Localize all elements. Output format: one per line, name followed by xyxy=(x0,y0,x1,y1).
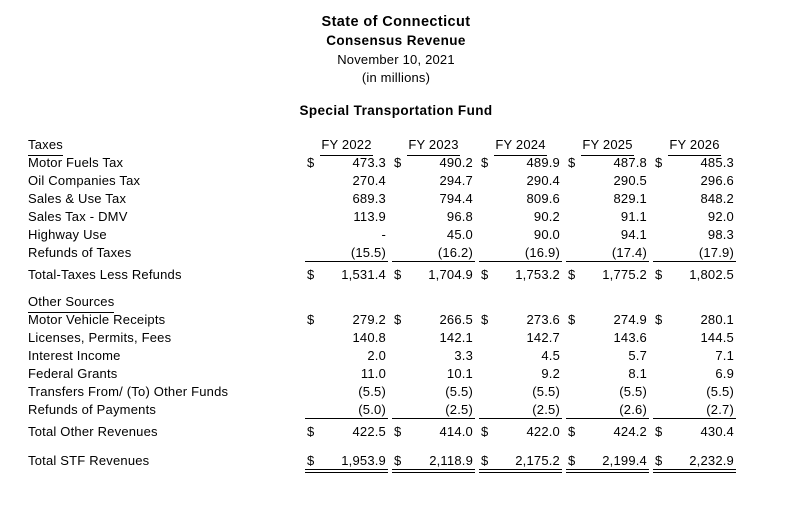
cell xyxy=(653,347,740,365)
cell-value: (5.5) xyxy=(619,384,647,399)
cell xyxy=(305,244,392,262)
column-header-fy2022: FY 2022 xyxy=(305,136,392,154)
cell-value: 414.0 xyxy=(439,424,473,439)
table-row xyxy=(28,172,740,190)
cell xyxy=(392,365,479,383)
cell xyxy=(653,383,740,401)
table-row xyxy=(28,401,740,419)
cell xyxy=(305,329,392,347)
cell xyxy=(479,154,566,172)
cell xyxy=(392,401,479,419)
cell-value: 140.8 xyxy=(352,330,386,345)
dollar-sign: $ xyxy=(394,424,402,439)
cell xyxy=(653,208,740,226)
cell xyxy=(392,311,479,329)
cell xyxy=(479,208,566,226)
cell-value: 430.4 xyxy=(700,424,734,439)
cell xyxy=(479,329,566,347)
cell-value: 273.6 xyxy=(526,312,560,327)
cell-value: 3.3 xyxy=(454,348,473,363)
cell xyxy=(392,226,479,244)
cell xyxy=(653,365,740,383)
row-label: Total Other Revenues xyxy=(28,424,158,439)
cell xyxy=(305,208,392,226)
cell xyxy=(305,452,392,470)
cell-value: 1,802.5 xyxy=(689,267,734,282)
table-row xyxy=(28,154,740,172)
cell-value: 5.7 xyxy=(628,348,647,363)
cell-value: (5.5) xyxy=(532,384,560,399)
dollar-sign: $ xyxy=(655,312,663,327)
cell-value: 2,232.9 xyxy=(689,453,734,468)
cell xyxy=(479,423,566,441)
row-label: Transfers From/ (To) Other Funds xyxy=(28,384,229,399)
cell-value: (15.5) xyxy=(350,245,386,260)
row-label: Interest Income xyxy=(28,348,121,363)
cell xyxy=(392,154,479,172)
cell xyxy=(566,347,653,365)
column-header-fy2024: FY 2024 xyxy=(479,136,566,154)
cell xyxy=(305,266,392,284)
cell-value: 4.5 xyxy=(541,348,560,363)
dollar-sign: $ xyxy=(394,453,402,468)
cell xyxy=(392,190,479,208)
cell-value: (2.7) xyxy=(706,402,734,417)
cell xyxy=(566,423,653,441)
column-header-fy2026: FY 2026 xyxy=(653,136,740,154)
cell xyxy=(392,383,479,401)
cell-value: (5.0) xyxy=(358,402,386,417)
dollar-sign: $ xyxy=(307,312,315,327)
table-row xyxy=(28,208,740,226)
cell-value: 266.5 xyxy=(439,312,473,327)
cell-value: 490.2 xyxy=(439,155,473,170)
cell-value: 1,531.4 xyxy=(341,267,386,282)
cell-value: 274.9 xyxy=(613,312,647,327)
cell xyxy=(653,226,740,244)
dollar-sign: $ xyxy=(394,155,402,170)
row-label: Licenses, Permits, Fees xyxy=(28,330,172,345)
table-row xyxy=(28,383,740,401)
cell xyxy=(305,347,392,365)
cell-value: 489.9 xyxy=(526,155,560,170)
cell-value: 2,199.4 xyxy=(602,453,647,468)
cell xyxy=(392,266,479,284)
cell xyxy=(305,190,392,208)
cell-value: 142.7 xyxy=(526,330,560,345)
row-label: Motor Vehicle Receipts xyxy=(28,312,166,327)
cell xyxy=(653,172,740,190)
cell-value: 809.6 xyxy=(526,191,560,206)
cell-value: 9.2 xyxy=(541,366,560,381)
cell xyxy=(479,172,566,190)
cell-value: 1,704.9 xyxy=(428,267,473,282)
dollar-sign: $ xyxy=(394,267,402,282)
cell xyxy=(566,154,653,172)
cell-value: 290.4 xyxy=(526,173,560,188)
cell xyxy=(653,266,740,284)
dollar-sign: $ xyxy=(655,267,663,282)
cell xyxy=(479,383,566,401)
cell-value: (17.4) xyxy=(611,245,647,260)
cell xyxy=(566,365,653,383)
page-subtitle: Consensus Revenue xyxy=(326,33,466,48)
table-row xyxy=(28,347,740,365)
cell-value: 144.5 xyxy=(700,330,734,345)
cell-value: (2.5) xyxy=(445,402,473,417)
cell-value: 689.3 xyxy=(352,191,386,206)
cell-value: 96.8 xyxy=(446,209,473,224)
subtotal-row-other-sources xyxy=(28,423,740,441)
dollar-sign: $ xyxy=(481,424,489,439)
cell xyxy=(305,226,392,244)
cell xyxy=(479,347,566,365)
cell-value: 794.4 xyxy=(439,191,473,206)
table-row xyxy=(28,329,740,347)
column-header-fy2025: FY 2025 xyxy=(566,136,653,154)
cell xyxy=(566,401,653,419)
table-row xyxy=(28,244,740,262)
cell-value: 2,175.2 xyxy=(515,453,560,468)
fund-title: Special Transportation Fund xyxy=(299,102,493,118)
dollar-sign: $ xyxy=(307,267,315,282)
cell-value: 1,775.2 xyxy=(602,267,647,282)
cell xyxy=(479,266,566,284)
dollar-sign: $ xyxy=(655,155,663,170)
page-title: State of Connecticut xyxy=(321,14,471,30)
cell-value: 91.1 xyxy=(620,209,647,224)
cell xyxy=(479,365,566,383)
section-heading-other-sources: Other Sources xyxy=(28,293,740,311)
cell-value: (5.5) xyxy=(445,384,473,399)
cell-value: 142.1 xyxy=(439,330,473,345)
cell xyxy=(566,244,653,262)
cell-value: (5.5) xyxy=(358,384,386,399)
column-header-fy2023: FY 2023 xyxy=(392,136,479,154)
cell-value: 473.3 xyxy=(352,155,386,170)
cell xyxy=(566,311,653,329)
dollar-sign: $ xyxy=(481,155,489,170)
cell xyxy=(305,311,392,329)
dollar-sign: $ xyxy=(655,453,663,468)
cell-value: 485.3 xyxy=(700,155,734,170)
table-row xyxy=(28,190,740,208)
cell xyxy=(479,226,566,244)
table-row xyxy=(28,226,740,244)
cell xyxy=(392,208,479,226)
cell-value: 829.1 xyxy=(613,191,647,206)
grand-total-row xyxy=(28,452,740,470)
cell-value: 113.9 xyxy=(353,209,386,224)
report-date: November 10, 2021 xyxy=(337,51,455,67)
document-header xyxy=(0,0,792,120)
cell xyxy=(305,365,392,383)
cell-value: 2.0 xyxy=(367,348,386,363)
dollar-sign: $ xyxy=(394,312,402,327)
cell-value: - xyxy=(381,227,386,242)
dollar-sign: $ xyxy=(568,424,576,439)
row-label: Sales Tax - DMV xyxy=(28,209,128,224)
cell xyxy=(566,208,653,226)
dollar-sign: $ xyxy=(481,312,489,327)
cell-value: 6.9 xyxy=(715,366,734,381)
cell xyxy=(479,244,566,262)
cell-value: 8.1 xyxy=(628,366,647,381)
dollar-sign: $ xyxy=(568,155,576,170)
dollar-sign: $ xyxy=(568,453,576,468)
cell xyxy=(653,244,740,262)
row-label: Refunds of Payments xyxy=(28,402,157,417)
cell-value: 90.0 xyxy=(533,227,560,242)
cell xyxy=(653,452,740,470)
cell xyxy=(305,401,392,419)
cell-value: 98.3 xyxy=(707,227,734,242)
cell xyxy=(392,347,479,365)
cell xyxy=(653,401,740,419)
cell xyxy=(392,172,479,190)
subtotal-row-taxes xyxy=(28,266,740,284)
cell-value: 7.1 xyxy=(715,348,734,363)
row-label: Motor Fuels Tax xyxy=(28,155,124,170)
revenue-table xyxy=(28,136,740,470)
cell-value: 2,118.9 xyxy=(429,453,473,468)
cell xyxy=(305,172,392,190)
dollar-sign: $ xyxy=(307,155,315,170)
units-note: (in millions) xyxy=(361,70,431,85)
cell-value: 92.0 xyxy=(707,209,734,224)
cell-value: (16.9) xyxy=(524,245,560,260)
cell-value: (16.2) xyxy=(437,245,473,260)
cell xyxy=(479,311,566,329)
cell-value: 848.2 xyxy=(700,191,734,206)
cell-value: 10.1 xyxy=(446,366,473,381)
cell-value: 1,753.2 xyxy=(515,267,560,282)
cell-value: 296.6 xyxy=(700,173,734,188)
cell xyxy=(305,154,392,172)
cell-value: (17.9) xyxy=(698,245,734,260)
cell xyxy=(305,383,392,401)
dollar-sign: $ xyxy=(481,453,489,468)
cell-value: 45.0 xyxy=(446,227,473,242)
cell xyxy=(653,311,740,329)
cell xyxy=(566,452,653,470)
cell xyxy=(566,190,653,208)
dollar-sign: $ xyxy=(655,424,663,439)
cell xyxy=(479,401,566,419)
cell-value: 280.1 xyxy=(700,312,734,327)
cell xyxy=(566,266,653,284)
dollar-sign: $ xyxy=(568,312,576,327)
cell-value: 90.2 xyxy=(533,209,560,224)
cell-value: 422.5 xyxy=(352,424,386,439)
cell xyxy=(566,329,653,347)
dollar-sign: $ xyxy=(568,267,576,282)
row-label: Total-Taxes Less Refunds xyxy=(28,267,182,282)
cell xyxy=(566,383,653,401)
cell-value: 279.2 xyxy=(352,312,386,327)
cell xyxy=(653,190,740,208)
cell-value: 11.0 xyxy=(360,366,386,381)
dollar-sign: $ xyxy=(481,267,489,282)
cell-value: 1,953.9 xyxy=(341,453,386,468)
cell xyxy=(653,329,740,347)
row-label: Refunds of Taxes xyxy=(28,245,132,260)
cell xyxy=(566,226,653,244)
cell-value: (5.5) xyxy=(706,384,734,399)
cell-value: 487.8 xyxy=(613,155,647,170)
row-label: Oil Companies Tax xyxy=(28,173,141,188)
cell-value: 94.1 xyxy=(620,227,647,242)
table-row xyxy=(28,365,740,383)
dollar-sign: $ xyxy=(307,424,315,439)
cell xyxy=(566,172,653,190)
cell-value: (2.6) xyxy=(619,402,647,417)
cell xyxy=(392,452,479,470)
cell xyxy=(392,423,479,441)
cell xyxy=(653,154,740,172)
dollar-sign: $ xyxy=(307,453,315,468)
row-label: Highway Use xyxy=(28,227,107,242)
section-heading-taxes: Taxes xyxy=(28,136,305,154)
table-header-row xyxy=(28,136,740,154)
cell-value: 424.2 xyxy=(613,424,647,439)
cell-value: 290.5 xyxy=(613,173,647,188)
cell-value: 270.4 xyxy=(352,173,386,188)
cell xyxy=(653,423,740,441)
table-row xyxy=(28,311,740,329)
cell-value: 422.0 xyxy=(526,424,560,439)
cell-value: (2.5) xyxy=(532,402,560,417)
row-label: Federal Grants xyxy=(28,366,118,381)
row-label: Total STF Revenues xyxy=(28,453,150,468)
cell xyxy=(479,190,566,208)
cell xyxy=(479,452,566,470)
cell-value: 143.6 xyxy=(613,330,647,345)
cell xyxy=(392,329,479,347)
row-label: Sales & Use Tax xyxy=(28,191,127,206)
cell xyxy=(392,244,479,262)
cell-value: 294.7 xyxy=(439,173,473,188)
cell xyxy=(305,423,392,441)
